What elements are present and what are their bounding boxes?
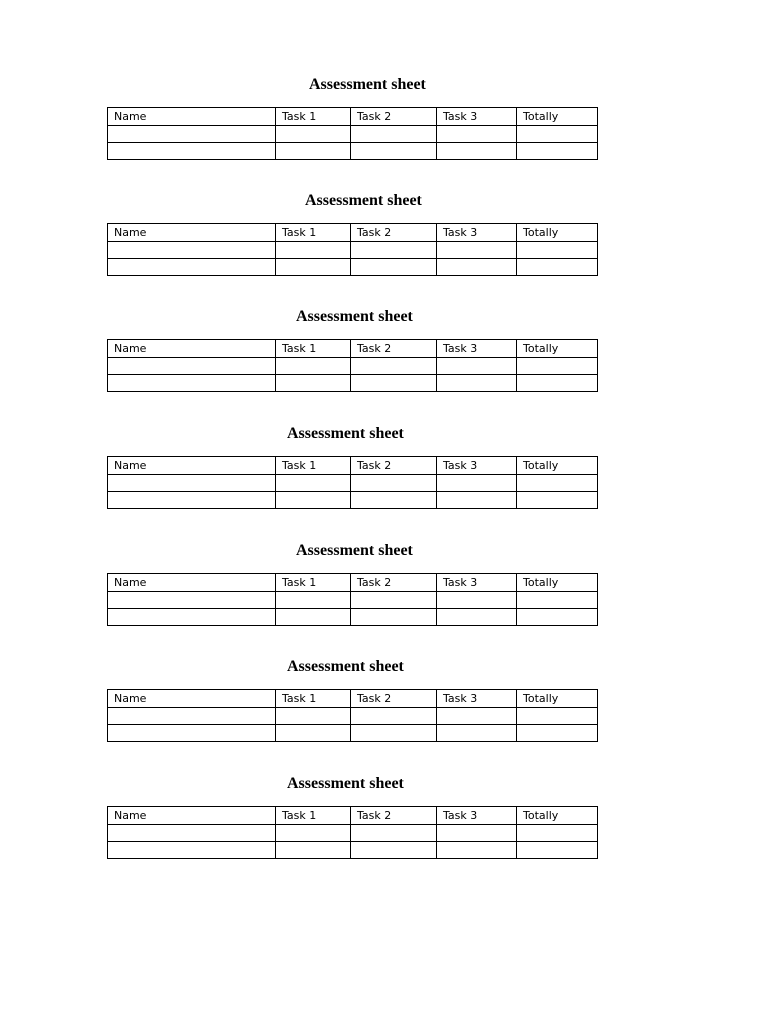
task-1-cell[interactable] <box>276 725 351 742</box>
task-3-cell[interactable] <box>437 143 517 160</box>
column-header-task-1: Task 1 <box>276 807 351 825</box>
name-cell[interactable] <box>108 242 276 259</box>
column-header-name: Name <box>108 108 276 126</box>
totally-cell[interactable] <box>517 708 598 725</box>
assessment-table <box>107 223 598 276</box>
task-1-cell[interactable] <box>276 492 351 509</box>
header-row <box>108 108 598 126</box>
task-2-cell[interactable] <box>351 825 437 842</box>
totally-cell[interactable] <box>517 825 598 842</box>
table-row <box>108 242 598 259</box>
column-header-task-2: Task 2 <box>351 690 437 708</box>
totally-cell[interactable] <box>517 143 598 160</box>
task-2-cell[interactable] <box>351 143 437 160</box>
header-row <box>108 340 598 358</box>
sheet-title: Assessment sheet <box>296 308 413 325</box>
table-row <box>108 825 598 842</box>
table-row <box>108 126 598 143</box>
task-3-cell[interactable] <box>437 708 517 725</box>
task-1-cell[interactable] <box>276 842 351 859</box>
totally-cell[interactable] <box>517 842 598 859</box>
totally-cell[interactable] <box>517 259 598 276</box>
column-header-task-3: Task 3 <box>437 457 517 475</box>
task-2-cell[interactable] <box>351 242 437 259</box>
column-header-task-2: Task 2 <box>351 574 437 592</box>
column-header-totally: Totally <box>517 224 598 242</box>
table-row <box>108 475 598 492</box>
table-row <box>108 492 598 509</box>
totally-cell[interactable] <box>517 725 598 742</box>
task-2-cell[interactable] <box>351 492 437 509</box>
totally-cell[interactable] <box>517 126 598 143</box>
table-row <box>108 708 598 725</box>
task-3-cell[interactable] <box>437 375 517 392</box>
task-1-cell[interactable] <box>276 358 351 375</box>
task-3-cell[interactable] <box>437 609 517 626</box>
task-3-cell[interactable] <box>437 725 517 742</box>
column-header-name: Name <box>108 807 276 825</box>
name-cell[interactable] <box>108 375 276 392</box>
header-row <box>108 690 598 708</box>
sheet-title: Assessment sheet <box>287 425 404 442</box>
column-header-task-3: Task 3 <box>437 108 517 126</box>
task-3-cell[interactable] <box>437 242 517 259</box>
task-1-cell[interactable] <box>276 375 351 392</box>
task-1-cell[interactable] <box>276 592 351 609</box>
column-header-name: Name <box>108 574 276 592</box>
column-header-task-2: Task 2 <box>351 224 437 242</box>
column-header-task-2: Task 2 <box>351 108 437 126</box>
sheet-title: Assessment sheet <box>309 76 426 93</box>
column-header-task-3: Task 3 <box>437 690 517 708</box>
sheet-title: Assessment sheet <box>287 658 404 675</box>
assessment-table <box>107 806 598 859</box>
column-header-task-3: Task 3 <box>437 574 517 592</box>
name-cell[interactable] <box>108 842 276 859</box>
assessment-table <box>107 689 598 742</box>
task-2-cell[interactable] <box>351 475 437 492</box>
task-2-cell[interactable] <box>351 259 437 276</box>
totally-cell[interactable] <box>517 609 598 626</box>
task-1-cell[interactable] <box>276 126 351 143</box>
table-row <box>108 259 598 276</box>
column-header-task-1: Task 1 <box>276 457 351 475</box>
task-2-cell[interactable] <box>351 609 437 626</box>
column-header-name: Name <box>108 224 276 242</box>
name-cell[interactable] <box>108 143 276 160</box>
name-cell[interactable] <box>108 609 276 626</box>
task-3-cell[interactable] <box>437 842 517 859</box>
task-2-cell[interactable] <box>351 375 437 392</box>
name-cell[interactable] <box>108 825 276 842</box>
totally-cell[interactable] <box>517 492 598 509</box>
assessment-table <box>107 573 598 626</box>
column-header-totally: Totally <box>517 807 598 825</box>
column-header-name: Name <box>108 690 276 708</box>
assessment-table <box>107 339 598 392</box>
column-header-task-1: Task 1 <box>276 224 351 242</box>
task-3-cell[interactable] <box>437 126 517 143</box>
column-header-task-2: Task 2 <box>351 340 437 358</box>
assessment-table <box>107 107 598 160</box>
totally-cell[interactable] <box>517 358 598 375</box>
task-2-cell[interactable] <box>351 725 437 742</box>
name-cell[interactable] <box>108 259 276 276</box>
column-header-task-1: Task 1 <box>276 690 351 708</box>
totally-cell[interactable] <box>517 242 598 259</box>
column-header-totally: Totally <box>517 574 598 592</box>
task-2-cell[interactable] <box>351 126 437 143</box>
task-2-cell[interactable] <box>351 358 437 375</box>
task-3-cell[interactable] <box>437 825 517 842</box>
column-header-totally: Totally <box>517 340 598 358</box>
task-2-cell[interactable] <box>351 592 437 609</box>
name-cell[interactable] <box>108 358 276 375</box>
task-3-cell[interactable] <box>437 592 517 609</box>
totally-cell[interactable] <box>517 475 598 492</box>
column-header-name: Name <box>108 457 276 475</box>
column-header-totally: Totally <box>517 457 598 475</box>
task-3-cell[interactable] <box>437 358 517 375</box>
column-header-totally: Totally <box>517 690 598 708</box>
task-1-cell[interactable] <box>276 475 351 492</box>
name-cell[interactable] <box>108 126 276 143</box>
column-header-task-3: Task 3 <box>437 340 517 358</box>
sheet-title: Assessment sheet <box>305 192 422 209</box>
column-header-task-2: Task 2 <box>351 457 437 475</box>
table-row <box>108 358 598 375</box>
column-header-task-3: Task 3 <box>437 807 517 825</box>
table-row <box>108 725 598 742</box>
sheet-title: Assessment sheet <box>296 542 413 559</box>
name-cell[interactable] <box>108 592 276 609</box>
task-3-cell[interactable] <box>437 259 517 276</box>
header-row <box>108 574 598 592</box>
column-header-task-3: Task 3 <box>437 224 517 242</box>
totally-cell[interactable] <box>517 375 598 392</box>
table-row <box>108 842 598 859</box>
table-row <box>108 375 598 392</box>
table-row <box>108 592 598 609</box>
column-header-task-1: Task 1 <box>276 574 351 592</box>
header-row <box>108 807 598 825</box>
task-3-cell[interactable] <box>437 492 517 509</box>
task-3-cell[interactable] <box>437 475 517 492</box>
column-header-totally: Totally <box>517 108 598 126</box>
assessment-table <box>107 456 598 509</box>
task-1-cell[interactable] <box>276 242 351 259</box>
task-1-cell[interactable] <box>276 143 351 160</box>
header-row <box>108 224 598 242</box>
task-2-cell[interactable] <box>351 708 437 725</box>
task-1-cell[interactable] <box>276 609 351 626</box>
totally-cell[interactable] <box>517 592 598 609</box>
column-header-task-2: Task 2 <box>351 807 437 825</box>
name-cell[interactable] <box>108 725 276 742</box>
header-row <box>108 457 598 475</box>
task-1-cell[interactable] <box>276 259 351 276</box>
column-header-name: Name <box>108 340 276 358</box>
table-row <box>108 609 598 626</box>
task-1-cell[interactable] <box>276 708 351 725</box>
sheet-title: Assessment sheet <box>287 775 404 792</box>
column-header-task-1: Task 1 <box>276 340 351 358</box>
name-cell[interactable] <box>108 492 276 509</box>
name-cell[interactable] <box>108 708 276 725</box>
name-cell[interactable] <box>108 475 276 492</box>
task-2-cell[interactable] <box>351 842 437 859</box>
table-row <box>108 143 598 160</box>
column-header-task-1: Task 1 <box>276 108 351 126</box>
task-1-cell[interactable] <box>276 825 351 842</box>
